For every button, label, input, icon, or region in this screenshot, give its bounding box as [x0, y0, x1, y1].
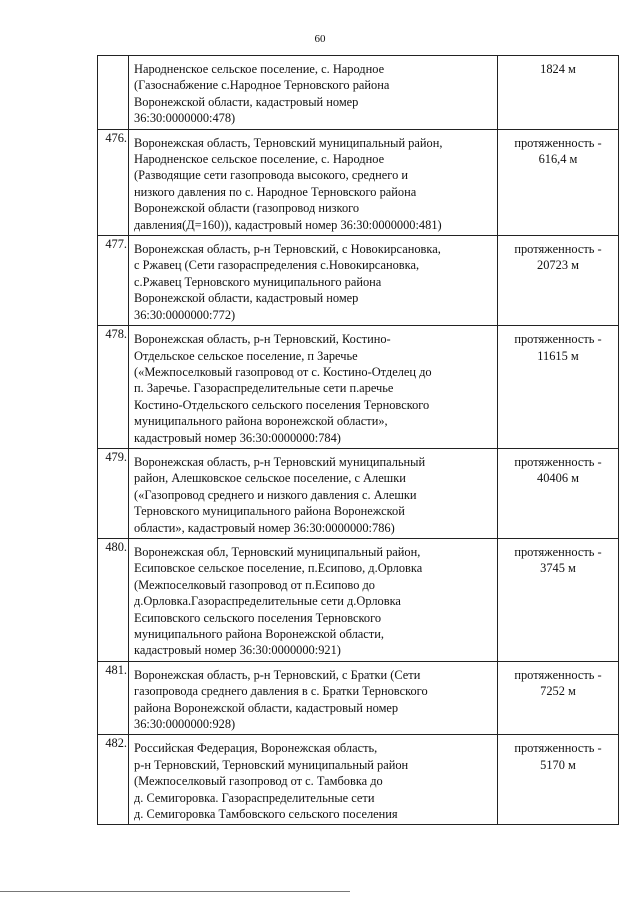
table-row	[98, 448, 619, 538]
row-description: Российская Федерация, Воронежская область, р-н Терновский, Терновский муниципальный район (Межпоселковый газопровод от с. Тамбовка до д. Семигоровка. Газораспределительные сети д. Семигоровка Тамбовского сельского поселения	[129, 735, 498, 825]
row-length: протяженность - 616,4 м	[498, 129, 619, 235]
row-description: Воронежская область, р-н Терновский муниципальный район, Алешковское сельское поселение, с Алешки («Газопровод среднего и низкого давления с. Алешки Терновского муниципального района Воронежской области», кадастровый номер 36:30:0000000:786)	[129, 448, 498, 538]
row-length: 1824 м	[498, 56, 619, 130]
row-number: 479.	[98, 448, 129, 538]
row-length: протяженность - 20723 м	[498, 236, 619, 326]
row-description: Воронежская область, р-н Терновский, с Братки (Сети газопровода среднего давления в с. Братки Терновского района Воронежской области, кадастровый номер 36:30:0000000:928)	[129, 661, 498, 735]
page-number: 60	[314, 33, 326, 45]
row-description: Воронежская область, Терновский муниципальный район, Народненское сельское поселение, с. Народное (Разводящие сети газопровода высокого, среднего и низкого давления по с. Народное Терновского района Воронежской области (газопровод низкого давления(Д=160)), кадастровый номер 36:30:0000000:481)	[129, 129, 498, 235]
footer-divider	[0, 891, 350, 892]
row-length: протяженность - 5170 м	[498, 735, 619, 825]
row-length: протяженность - 3745 м	[498, 538, 619, 661]
row-number: 476.	[98, 129, 129, 235]
row-description: Воронежская область, р-н Терновский, с Новокирсановка, с Ржавец (Сети газораспределения с.Новокирсановка, с.Ржавец Терновского муниципального района Воронежской области, кадастровый номер 36:30:0000000:772)	[129, 236, 498, 326]
row-description: Народненское сельское поселение, с. Народное (Газоснабжение с.Народное Терновского района Воронежской области, кадастровый номер 36:30:0000000:478)	[129, 56, 498, 130]
row-length: протяженность - 11615 м	[498, 326, 619, 449]
row-number: 481.	[98, 661, 129, 735]
row-length: протяженность - 40406 м	[498, 448, 619, 538]
registry-table	[97, 55, 619, 825]
table-row	[98, 236, 619, 326]
row-length: протяженность - 7252 м	[498, 661, 619, 735]
table-row	[98, 661, 619, 735]
row-number	[98, 56, 129, 130]
row-number: 477.	[98, 236, 129, 326]
table-row	[98, 56, 619, 130]
row-description: Воронежская область, р-н Терновский, Костино- Отдельское сельское поселение, п Заречье («Межпоселковый газопровод от с. Костино-Отделец до п. Заречье. Газораспределительные сети п.аречье Костино-Отдельского сельского поселения Терновского муниципального района воронежской области», кадастровый номер 36:30:0000000:784)	[129, 326, 498, 449]
row-number: 478.	[98, 326, 129, 449]
row-number: 482.	[98, 735, 129, 825]
row-description: Воронежская обл, Терновский муниципальный район, Есиповское сельское поселение, п.Есипово, д.Орловка (Межпоселковый газопровод от п.Есипово до д.Орловка.Газораспределительные сети д.Орловка Есиповского сельского поселения Терновского муниципального района Воронежской области, кадастровый номер 36:30:0000000:921)	[129, 538, 498, 661]
table-row	[98, 538, 619, 661]
table-row	[98, 326, 619, 449]
table-row	[98, 735, 619, 825]
row-number: 480.	[98, 538, 129, 661]
table-row	[98, 129, 619, 235]
